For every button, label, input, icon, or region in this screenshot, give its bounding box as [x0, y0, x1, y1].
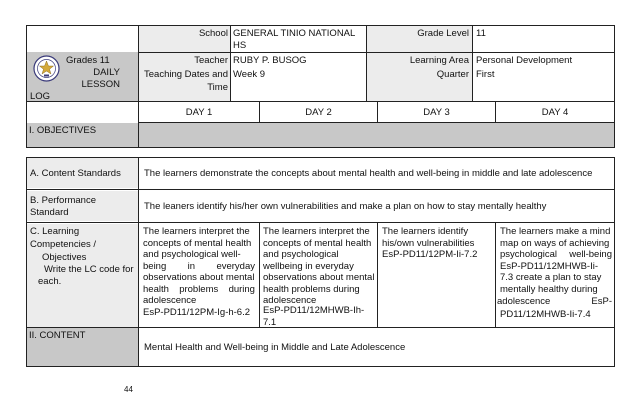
- day4-competency-line: map on ways of achieving: [500, 237, 610, 249]
- day4-competency-line: [500, 249, 612, 260]
- day4-competency-line: mentally healthy during: [500, 283, 598, 295]
- content-standards-label: A. Content Standards: [30, 168, 121, 179]
- day4-word: adolescence: [497, 296, 551, 307]
- day4-word: well-being: [569, 249, 612, 260]
- day3-competency-line: The learners identify: [382, 226, 469, 237]
- objectives-heading: I. OBJECTIVES: [29, 125, 97, 136]
- day1-competency-line: [143, 261, 255, 272]
- day2-competency-line: EsP-PD11/12MHWB-Ih-: [263, 305, 365, 316]
- day1-word: health: [143, 283, 169, 295]
- day4-word: psychological: [500, 249, 558, 260]
- day4-competency-line: EsP-PD11/12MHWB-Ii-: [500, 260, 599, 272]
- competencies-label-line5: each.: [38, 276, 62, 287]
- teacher-label: Teacher: [194, 55, 228, 66]
- dates-label-line1: Teaching Dates and: [144, 69, 228, 80]
- competencies-label-line3: Objectives: [42, 252, 87, 263]
- content-heading: II. CONTENT: [29, 330, 86, 341]
- day1-competency-line: [143, 284, 255, 295]
- dates-label-line2: Time: [207, 82, 228, 93]
- competencies-label-line2: Competencies /: [30, 239, 97, 250]
- learning-area-label: Learning Area: [409, 55, 469, 66]
- log-label-line4: LOG: [30, 91, 51, 102]
- day1-word: problems: [179, 283, 219, 295]
- school-value-line1: GENERAL TINIO NATIONAL: [233, 28, 356, 39]
- day1-word: being: [143, 260, 167, 272]
- day1-competency-line: and psychological well-: [143, 249, 241, 260]
- day4-competency-line: 7.3 create a plan to stay: [500, 272, 602, 283]
- grade-level-value: 11: [476, 28, 486, 39]
- day1-word: everyday: [216, 260, 255, 272]
- day2-competency-line: and psychological: [263, 249, 339, 260]
- content-value: Mental Health and Well-being in Middle and Late Adolescence: [144, 342, 406, 353]
- page-number: 44: [124, 385, 133, 394]
- day4-header: DAY 4: [541, 107, 569, 118]
- day2-competency-line: observations about mental: [263, 272, 375, 283]
- log-label-line3: LESSON: [81, 79, 120, 90]
- day4-competency-line: PD11/12MHWB-Ii-7.4: [500, 309, 591, 320]
- log-label-line2: DAILY: [93, 67, 120, 78]
- day2-header: DAY 2: [305, 107, 332, 118]
- objectives-row-bg: [26, 123, 614, 147]
- performance-label-line1: B. Performance: [30, 195, 96, 206]
- school-label: School: [198, 28, 228, 39]
- quarter-label: Quarter: [436, 69, 469, 80]
- content-standards-value: The learners demonstrate the concepts about mental health and well-being in middle and late adolescence: [144, 168, 593, 179]
- competencies-label-line1: C. Learning: [30, 226, 80, 237]
- day3-competency-line: his/own vulnerabilities: [382, 237, 475, 249]
- day1-competency-line: observations about mental: [143, 272, 255, 283]
- day2-competency-line: wellbeing in everyday: [263, 260, 354, 272]
- deped-seal-logo: [33, 55, 60, 82]
- day1-word: in: [187, 260, 196, 272]
- day4-word: EsP-: [591, 296, 612, 307]
- day2-competency-line: health problems during: [263, 283, 360, 295]
- day3-header: DAY 3: [423, 107, 450, 118]
- performance-standard-value: The leaners identify his/her own vulnerabilities and make a plan on how to stay mentally healthy: [144, 201, 547, 212]
- school-value-line2: HS: [233, 40, 247, 51]
- day3-competency-line: EsP-PD11/12PM-Ii-7.2: [382, 249, 478, 260]
- grade-level-label: Grade Level: [417, 28, 469, 39]
- day1-word: during: [228, 283, 255, 295]
- day1-competency-line: The learners interpret the: [143, 226, 250, 237]
- day2-competency-line: The learners interpret the: [263, 226, 370, 237]
- day2-competency-line: adolescence: [263, 295, 317, 306]
- teacher-value: RUBY P. BUSOG: [233, 55, 307, 66]
- day4-competency-line: The learners make a mind: [500, 226, 611, 237]
- day2-competency-line: concepts of mental health: [263, 237, 372, 249]
- competencies-label-line4: Write the LC code for: [44, 264, 134, 275]
- day4-competency-line: [497, 296, 612, 307]
- day1-competency-line: EsP-PD11/12PM-Ig-h-6.2: [143, 307, 251, 318]
- day1-header: DAY 1: [185, 107, 213, 118]
- log-label-line1: Grades 11: [66, 55, 110, 66]
- performance-label-line2: Standard: [30, 207, 69, 218]
- dates-value: Week 9: [233, 69, 266, 80]
- quarter-value: First: [476, 69, 495, 80]
- learning-area-value: Personal Development: [476, 55, 573, 66]
- day1-competency-line: adolescence: [143, 295, 197, 306]
- day2-competency-line: 7.1: [263, 317, 277, 328]
- day1-competency-line: concepts of mental health: [143, 237, 252, 249]
